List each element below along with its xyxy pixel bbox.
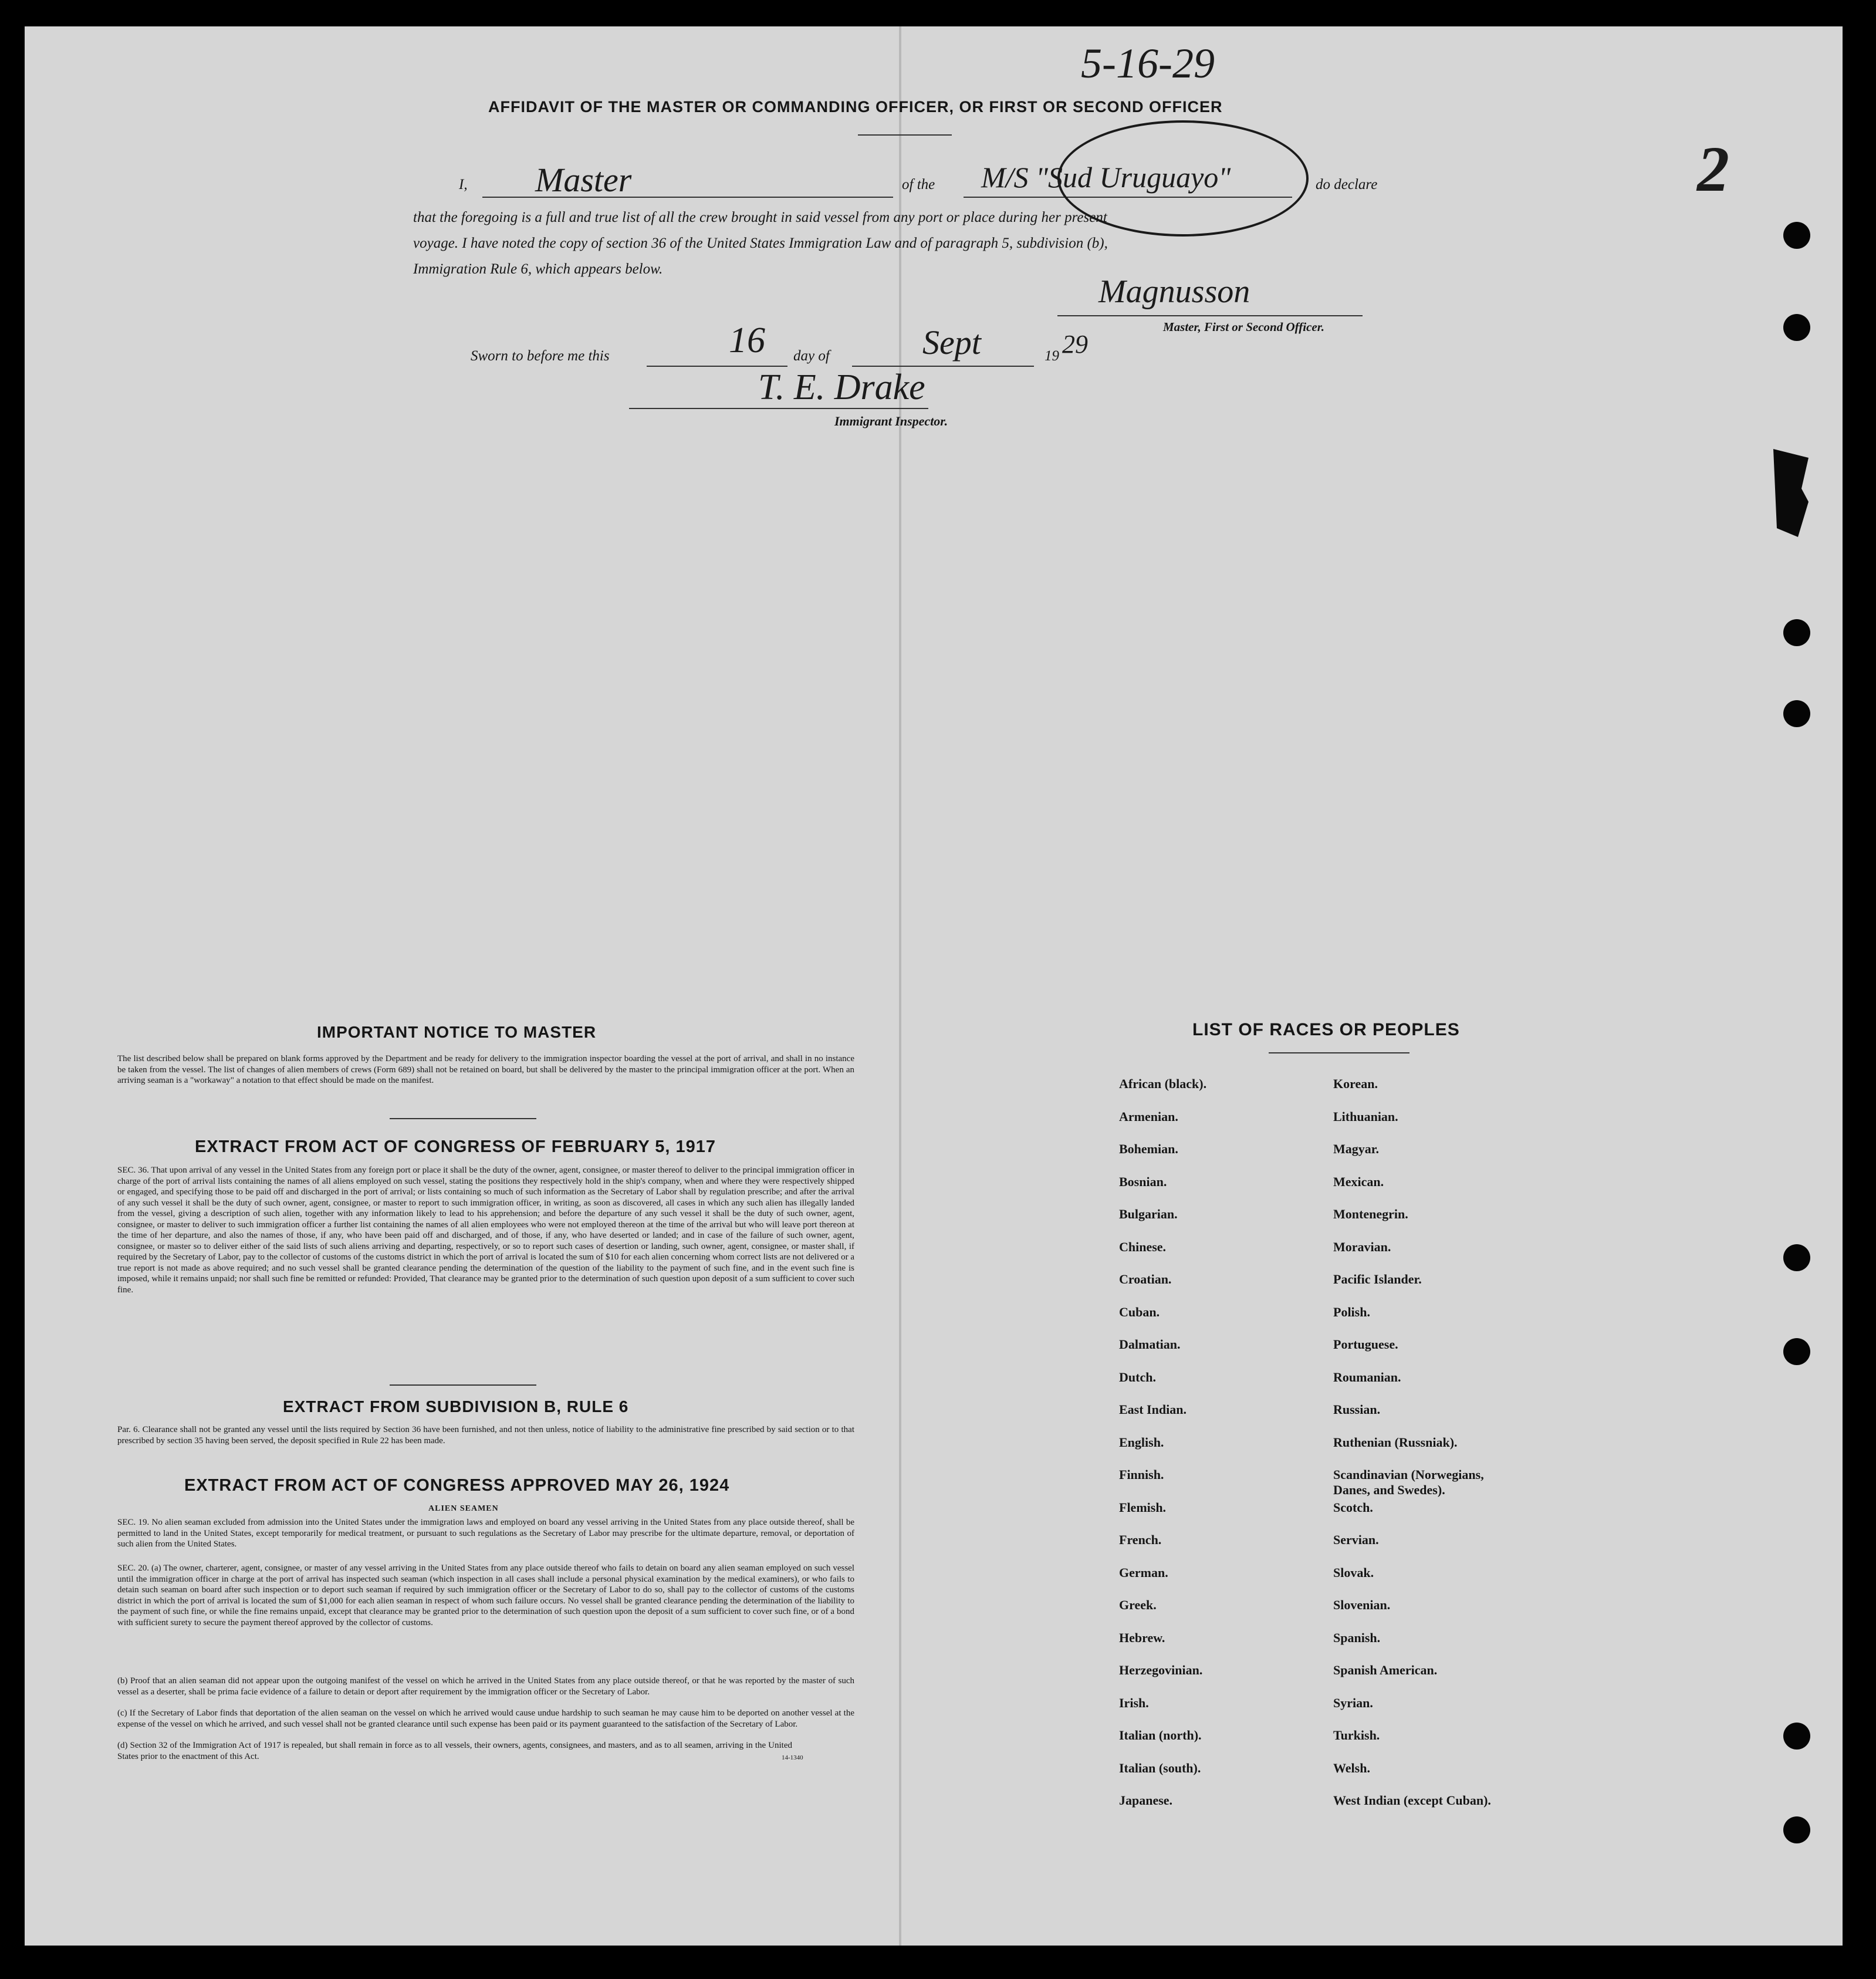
sworn-label: Sworn to before me this: [471, 348, 610, 364]
race-item: Finnish.: [1119, 1467, 1164, 1482]
race-item: Bohemian.: [1119, 1142, 1178, 1156]
race-item: English.: [1119, 1434, 1164, 1450]
race-item: Turkish.: [1333, 1728, 1380, 1742]
race-item: Chinese.: [1119, 1239, 1167, 1254]
race-item: Scandinavian (Norwegians,: [1333, 1467, 1484, 1482]
race-item: Greek.: [1119, 1598, 1157, 1612]
race-item: African (black).: [1119, 1076, 1207, 1091]
form-number: 14-1340: [782, 1754, 803, 1761]
race-item: Portuguese.: [1333, 1337, 1398, 1352]
master-signature: Magnusson: [1098, 273, 1250, 310]
race-item: Danes, and Swedes).: [1333, 1482, 1445, 1497]
title-rule: [858, 134, 952, 136]
binder-hole: [1783, 222, 1810, 249]
handwritten-number: 5-16-29: [1081, 40, 1215, 87]
race-item: Irish.: [1119, 1695, 1149, 1710]
extract-rule6-title: EXTRACT FROM SUBDIVISION B, RULE 6: [283, 1397, 629, 1416]
binder-hole: [1783, 314, 1810, 341]
signature-caption: Master, First or Second Officer.: [1163, 320, 1324, 334]
race-item: Slovak.: [1333, 1565, 1374, 1580]
race-item: Scotch.: [1333, 1500, 1373, 1515]
extract-1917-title: EXTRACT FROM ACT OF CONGRESS OF FEBRUARY 5, 1917: [195, 1137, 716, 1156]
extract-rule6-text: Par. 6. Clearance shall not be granted any vessel until the lists required by Section 36 have been furnished, and not then unless, notice of liability to the administrative fine prescribed by said section or to that prescribed by section 35 having been served, the deposit specified in Rule 22 has been made.: [117, 1425, 854, 1446]
race-item: Korean.: [1333, 1076, 1378, 1091]
race-item: Dutch.: [1119, 1369, 1156, 1384]
rule: [390, 1384, 536, 1386]
affidavit-body-line2: voyage. I have noted the copy of section 36 of the United States Immigration Law and of paragraph 5, subdivision (b),: [413, 235, 1108, 251]
race-item: Hebrew.: [1119, 1630, 1165, 1645]
extract-1924-sec20d: (d) Section 32 of the Immigration Act of 1917 is repealed, but shall remain in force as to all vessels, their owners, agents, consignees, and masters, and as to all seamen, arriving in the United States prior to the enactment of this Act.: [117, 1741, 792, 1761]
race-item: German.: [1119, 1565, 1168, 1580]
year-handwritten: 29: [1062, 330, 1088, 359]
affidavit-body-line3: Immigration Rule 6, which appears below.: [413, 261, 663, 277]
affidavit-title: AFFIDAVIT OF THE MASTER OR COMMANDING OFFICER, OR FIRST OR SECOND OFFICER: [488, 98, 1223, 116]
race-item: Moravian.: [1333, 1239, 1391, 1254]
binder-hole: [1783, 1244, 1810, 1271]
signature-line: [1057, 315, 1363, 316]
alien-seamen-subtitle: ALIEN SEAMEN: [428, 1504, 499, 1513]
race-item: French.: [1119, 1532, 1162, 1547]
binder-hole: [1783, 1338, 1810, 1365]
extract-1924-title: EXTRACT FROM ACT OF CONGRESS APPROVED MAY 26, 1924: [184, 1476, 730, 1495]
binder-hole: [1783, 1723, 1810, 1750]
race-item: Cuban.: [1119, 1304, 1160, 1319]
race-item: Lithuanian.: [1333, 1109, 1398, 1124]
race-item: Montenegrin.: [1333, 1207, 1408, 1221]
day-handwritten: 16: [729, 320, 765, 360]
race-item: Slovenian.: [1333, 1598, 1391, 1612]
race-item: Bosnian.: [1119, 1174, 1167, 1189]
document-page: [25, 26, 1843, 1946]
race-item: Dalmatian.: [1119, 1337, 1181, 1352]
master-handwritten: Master: [535, 161, 632, 199]
of-the-label: of the: [902, 177, 935, 193]
notice-title: IMPORTANT NOTICE TO MASTER: [317, 1023, 597, 1041]
race-item: Flemish.: [1119, 1500, 1167, 1515]
race-item: Croatian.: [1119, 1272, 1172, 1286]
race-item: Syrian.: [1333, 1695, 1373, 1710]
races-title: LIST OF RACES OR PEOPLES: [1192, 1020, 1460, 1039]
race-item: East Indian.: [1119, 1402, 1187, 1417]
binder-hole: [1783, 1816, 1810, 1843]
binder-hole: [1783, 700, 1810, 727]
race-item: Bulgarian.: [1119, 1207, 1178, 1221]
race-item: Italian (north).: [1119, 1728, 1202, 1742]
race-item: Herzegovinian.: [1119, 1663, 1203, 1677]
extract-1924-sec20b: (b) Proof that an alien seaman did not appear upon the outgoing manifest of the vessel on which he arrived in the United States from any place outside thereof, or that he was reported by the master of such vessel as a deserter, shall be prima facie evidence of a failure to detain or deport after requirement by the immigration officer or the Secretary of Labor.: [117, 1676, 854, 1697]
inspector-signature: T. E. Drake: [758, 367, 925, 407]
rule: [1269, 1052, 1409, 1053]
race-item: Roumanian.: [1333, 1369, 1401, 1384]
affidavit-i: I,: [459, 177, 468, 193]
extract-1917-text: SEC. 36. That upon arrival of any vessel in the United States from any foreign port or place it shall be the duty of the owner, agent, consignee, or master thereof to deliver to the principal immigration officer in charge of the port of arrival lists containing the names of all aliens employed on such vessel, stating the positions they respectively hold in the ship's company, when and where they were respectively shipped or engaged, and specifying those to be paid off and discharged in the port of arrival; or lists containing so much of such information as the Secretary of Labor shall by regulation prescribe; and after the arrival of any such vessel it shall be the duty of such owner, agent, consignee, or master to report to such immigration officer, in writing, as soon as discovered, all cases in which any such alien has illegally landed from the vessel, giving a description of such alien, together with any information likely to lead to his apprehension; and before the departure of any such vessel it shall be the duty of such owner, agent, consignee, or master to deliver to such immigration officer a further list containing the names of all alien employees who were not employed thereon at the time of the arrival but who will leave port thereon at the time of her departure, and also the names of those, if any, who have been paid off and discharged, and of those, if any, who have deserted or landed; and in case of the failure of such owner, agent, consignee, or master so to deliver either of the said lists of such aliens arriving and departing, respectively, or so to report such cases of desertion or landing, such owner, agent, consignee, or master shall, if required by the Secretary of Labor, pay to the collector of customs of the customs district in which the port of arrival is located the sum of $10 for each alien concerning whom correct lists are not delivered or a true report is not made as above required; and no such vessel shall be granted clearance pending the determination of the question of the liability to the payment of such fine, and in the event such fine is imposed, while it remains unpaid; nor shall such fine be remitted or refunded: Provided, That clearance may be granted prior to the determination of such question upon deposit of a sum sufficient to cover such fine.: [117, 1166, 854, 1295]
edge-mark: [1773, 449, 1809, 537]
race-item: Welsh.: [1333, 1760, 1370, 1775]
day-of-label: day of: [793, 348, 830, 364]
race-item: Ruthenian (Russniak).: [1333, 1434, 1458, 1450]
race-item: Polish.: [1333, 1304, 1370, 1319]
rule: [390, 1118, 536, 1119]
extract-1924-sec20a: SEC. 20. (a) The owner, charterer, agent, consignee, or master of any vessel arriving in the United States from any place outside thereof who fails to detain on board any alien seaman employed on such vessel until the immigration officer in charge at the port of arrival has inspected such seaman (which inspection in all cases shall include a personal physical examination by the medical examiners), or who fails to detain such seaman on board after such inspection or to deport such seaman if required by such immigration officer or the Secretary of Labor to do so, shall pay to the collector of customs of the customs district in which the port of arrival is located the sum of $1,000 for each alien seaman in respect of whom such failure occurs. No vessel shall be granted clearance pending the determination of the liability to the payment of such fine, or while the fine remains unpaid, except that clearance may be granted prior to the determination of such question upon the deposit of a sum sufficient to cover such fine, or of a bond with sufficient surety to secure the payment thereof approved by the collector of customs.: [117, 1563, 854, 1627]
month-handwritten: Sept: [922, 323, 981, 362]
race-item: Servian.: [1333, 1532, 1379, 1547]
extract-1924-sec20c: (c) If the Secretary of Labor finds that deportation of the alien seaman on the vessel on which he arrived would cause undue hardship to such seaman he may cause him to be deported on another vessel at the expense of the vessel on which he arrived, and such vessel shall not be granted clearance until such expense has been paid or its payment guaranteed to the satisfaction of the Secretary of Labor.: [117, 1708, 854, 1729]
do-declare-label: do declare: [1316, 177, 1378, 193]
notice-text: The list described below shall be prepared on blank forms approved by the Department and be ready for delivery to the immigration inspector boarding the vessel at the port of arrival, and shall in no instance be taken from the vessel. The list of changes of alien members of crews (Form 689) shall not be retained on board, but shall be delivered by the master to the principal immigration officer at the port. When an arriving seaman is a "workaway" a notation to that effect should be made on the manifest.: [117, 1054, 854, 1085]
race-item: Armenian.: [1119, 1109, 1178, 1124]
race-item: Mexican.: [1333, 1174, 1384, 1189]
vessel-handwritten: M/S "Sud Uruguayo": [981, 161, 1231, 194]
race-item: West Indian (except Cuban).: [1333, 1793, 1491, 1808]
race-item: Magyar.: [1333, 1142, 1380, 1156]
race-item: Russian.: [1333, 1402, 1381, 1417]
race-item: Italian (south).: [1119, 1760, 1201, 1775]
race-item: Japanese.: [1119, 1793, 1173, 1808]
extract-1924-sec19: SEC. 19. No alien seaman excluded from admission into the United States under the immigration laws and employed on board any vessel arriving in the United States from any place outside thereof, shall be permitted to land in the United States, except temporarily for medical treatment, or pursuant to such regulations as the Secretary of Labor may prescribe for the ultimate departure, removal, or deportation of such alien from the United States.: [117, 1518, 854, 1549]
race-item: Pacific Islander.: [1333, 1272, 1422, 1286]
binder-hole: [1783, 619, 1810, 646]
page-fold: [899, 26, 901, 1946]
race-item: Spanish.: [1333, 1630, 1381, 1645]
handwritten-corner-mark: 2: [1697, 133, 1729, 205]
affidavit-body-line1: that the foregoing is a full and true list of all the crew brought in said vessel from any port or place during her present: [413, 210, 1107, 225]
year-prefix: 19: [1045, 348, 1059, 364]
race-item: Spanish American.: [1333, 1663, 1438, 1677]
inspector-caption: Immigrant Inspector.: [834, 414, 948, 428]
